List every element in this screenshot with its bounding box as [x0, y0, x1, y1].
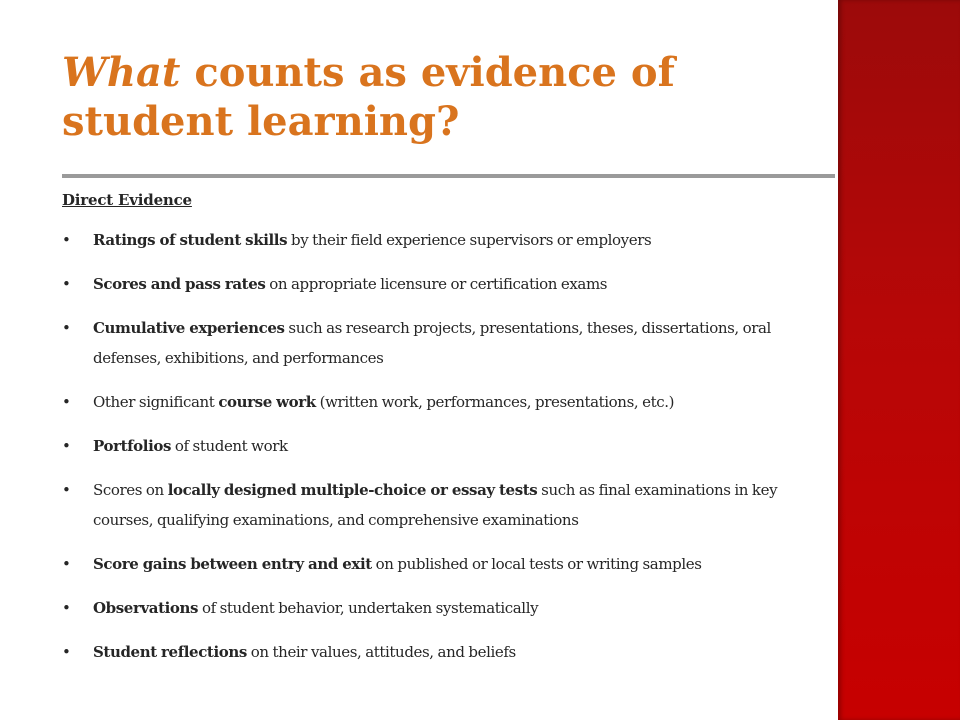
list-item — [62, 549, 782, 579]
bullet-marker: • — [62, 319, 71, 337]
item-text-post: such as research projects, presentations, theses, dissertations, oral defenses, exhibitions, and performances — [93, 319, 771, 367]
item-text-bold: Observations — [93, 599, 199, 617]
item-text-post: by their field experience supervisors or employers — [287, 231, 652, 249]
bullet-marker: • — [62, 599, 71, 617]
item-text-bold: Student reflections — [93, 643, 247, 661]
item-text-pre: Scores on — [93, 481, 168, 499]
bullet-marker: • — [62, 437, 71, 455]
title-emphasis: What — [62, 49, 181, 96]
red-accent-bar — [838, 0, 960, 720]
item-text-post: on their values, attitudes, and beliefs — [246, 643, 516, 661]
slide-body — [62, 183, 782, 667]
list-item — [62, 637, 782, 667]
list-item — [62, 431, 782, 461]
item-text-bold: Ratings of student skills — [93, 231, 288, 249]
item-text-bold: Cumulative experiences — [93, 319, 285, 337]
item-text-bold: Score gains between entry and exit — [93, 555, 372, 573]
item-text-post: on appropriate licensure or certification exams — [265, 275, 608, 293]
item-text-bold: Portfolios — [93, 437, 172, 455]
list-item — [62, 269, 782, 299]
item-text-bold: course work — [218, 393, 316, 411]
title-divider — [62, 174, 835, 178]
item-text-post: of student behavior, undertaken systematically — [198, 599, 539, 617]
item-text-post: such as final examinations in key courses, qualifying examinations, and comprehensive examinations — [93, 481, 778, 529]
item-text-post: on published or local tests or writing samples — [371, 555, 702, 573]
bullet-marker: • — [62, 393, 71, 411]
bullet-marker: • — [62, 231, 71, 249]
item-text-post: of student work — [171, 437, 288, 455]
bullet-marker: • — [62, 481, 71, 499]
list-item — [62, 387, 782, 417]
evidence-list — [62, 225, 782, 667]
list-item — [62, 313, 782, 373]
list-item — [62, 225, 782, 255]
section-heading: Direct Evidence — [62, 191, 192, 209]
list-item — [62, 593, 782, 623]
item-text-bold: locally designed multiple-choice or essay tests — [167, 481, 538, 499]
item-text-bold: Scores and pass rates — [93, 275, 266, 293]
bullet-marker: • — [62, 275, 71, 293]
item-text-post: (written work, performances, presentations, etc.) — [315, 393, 675, 411]
item-text-pre: Other significant — [93, 393, 219, 411]
bullet-marker: • — [62, 643, 71, 661]
bullet-marker: • — [62, 555, 71, 573]
list-item — [62, 475, 782, 535]
title-text: counts as evidence of student learning? — [62, 49, 675, 145]
slide-title — [62, 48, 822, 146]
